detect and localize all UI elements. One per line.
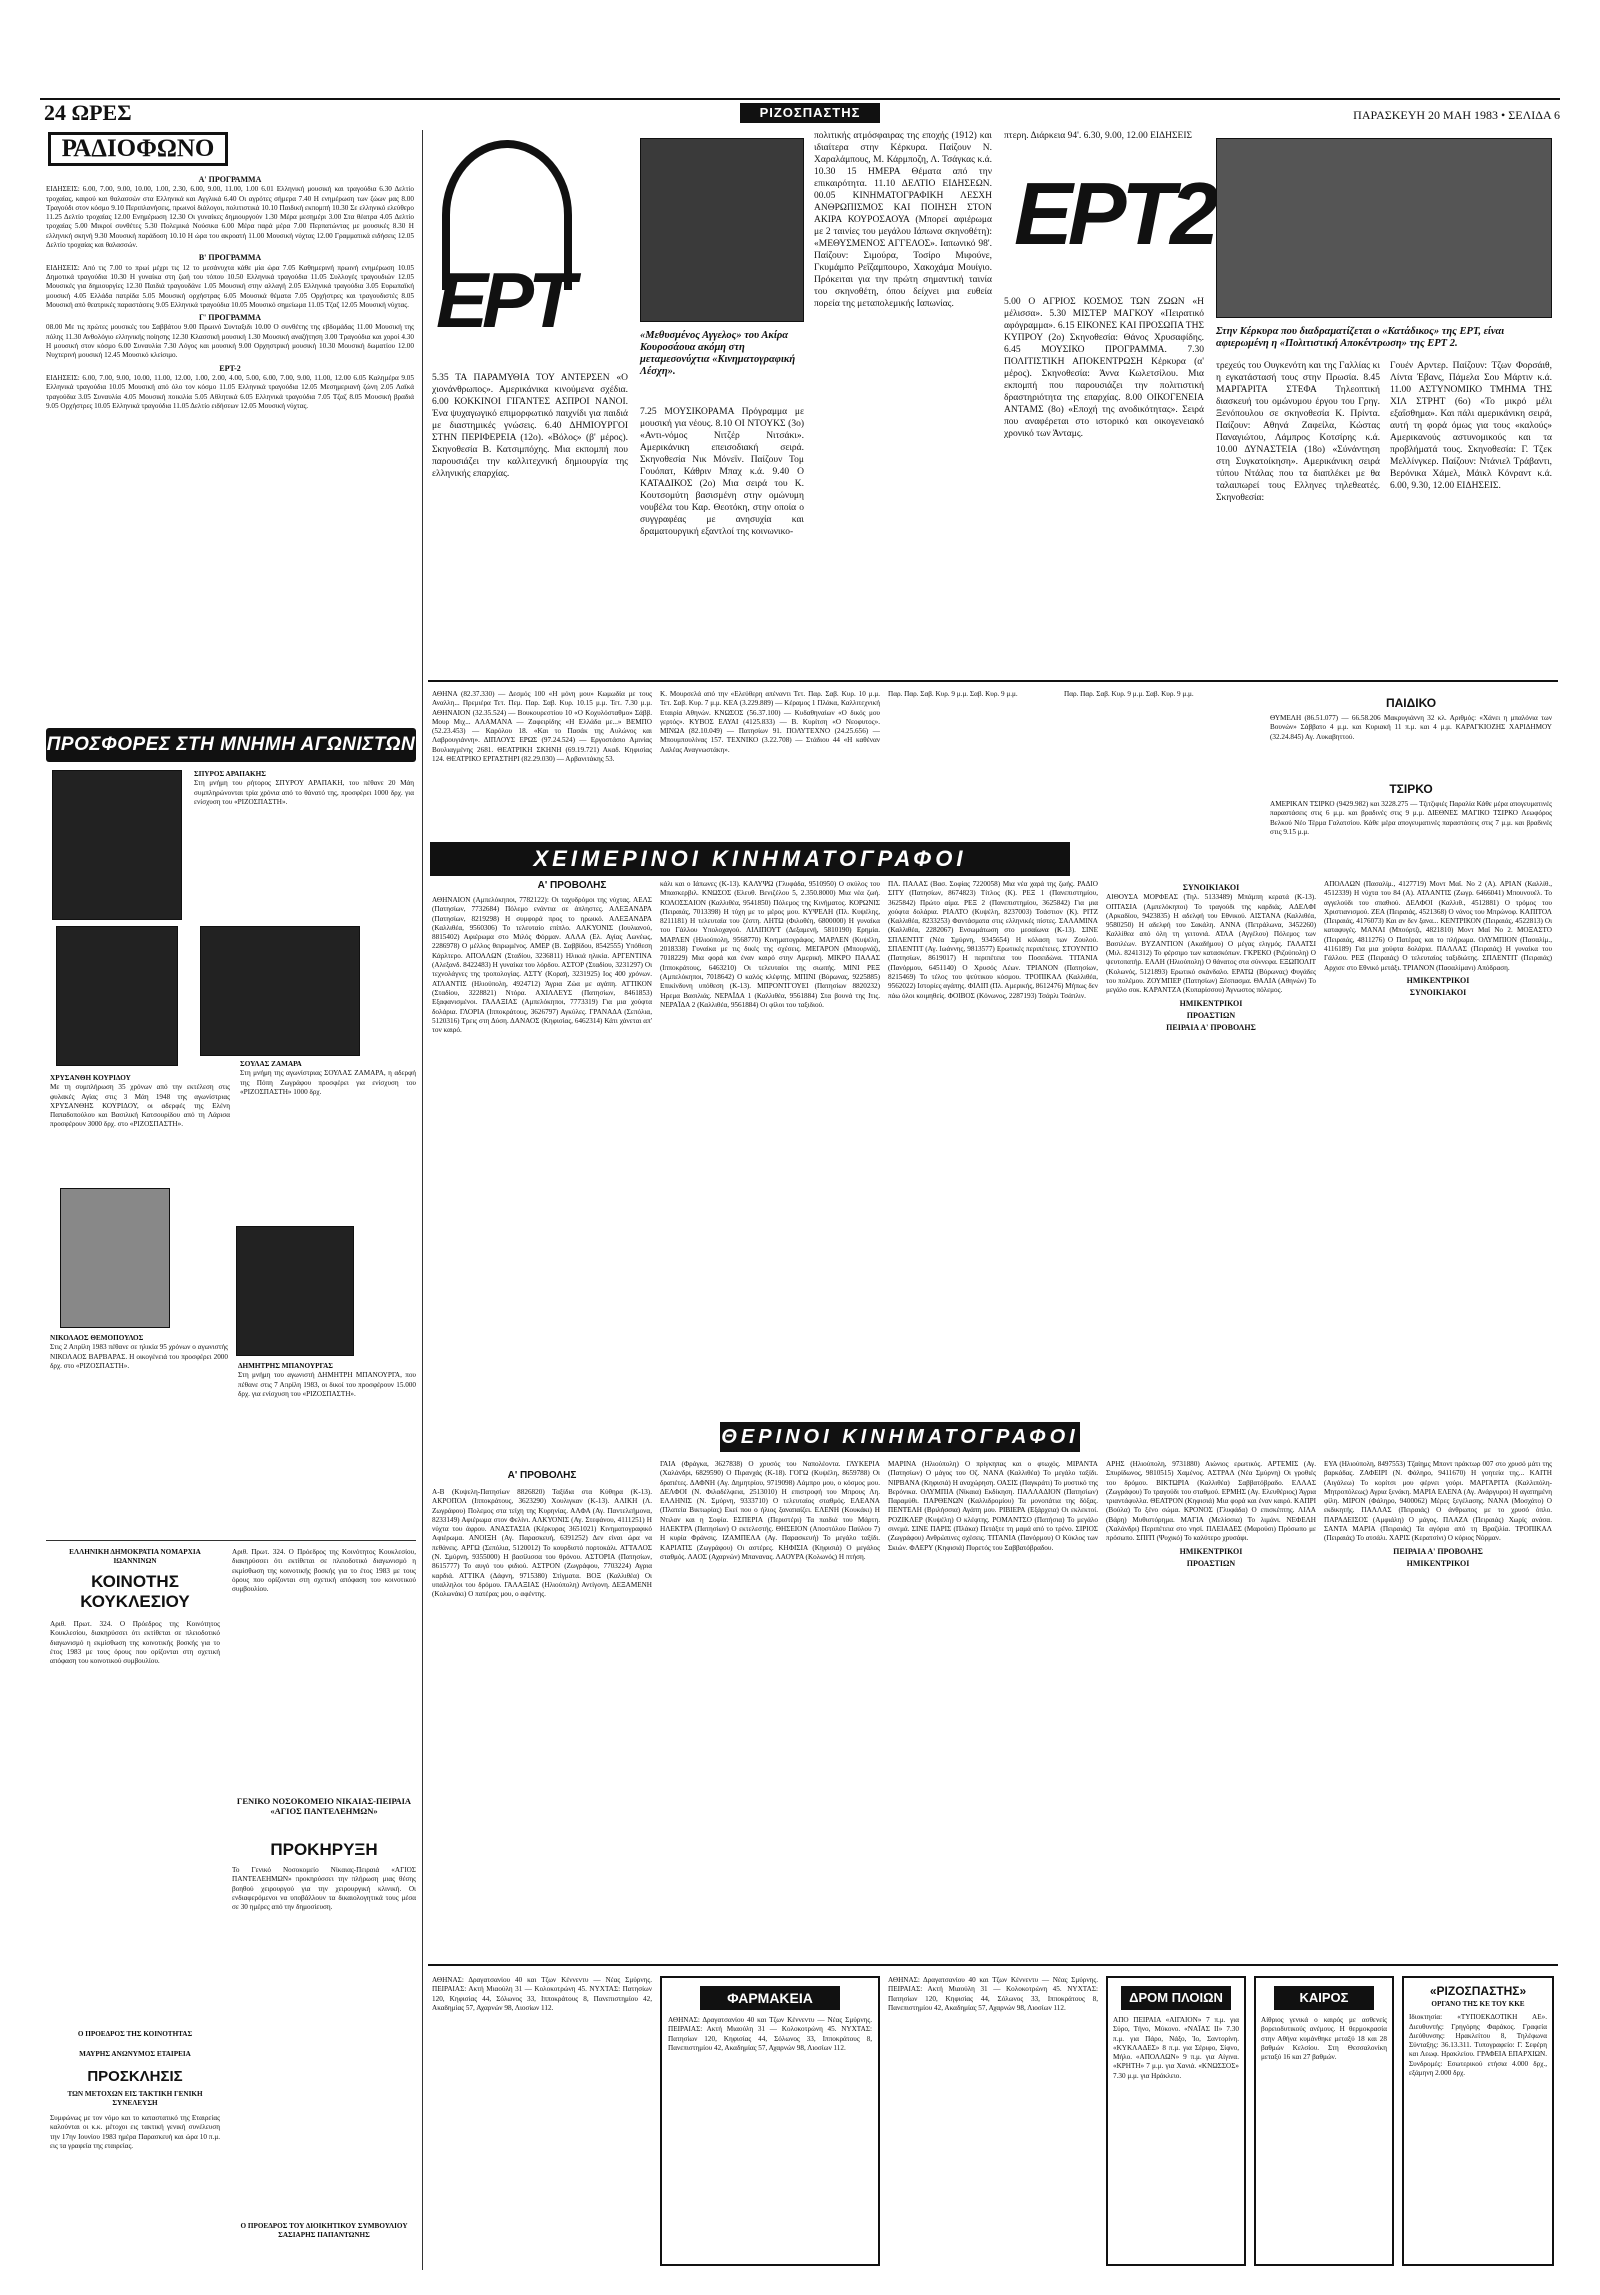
- hospital-head: ΓΕΝΙΚΟ ΝΟΣΟΚΟΜΕΙΟ ΝΙΚΑΙΑΣ-ΠΕΙΡΑΙΑ «ΑΓΙΟΣ ΠΑΝΤΕΛΕΗΜΩΝ»: [236, 1796, 412, 1816]
- ert2-listings-b: τρεχεύς του Ουγκενότη και της Γαλλίας κι η εγκατάστασή τους στην Πρωσία. 8.45 ΜΑΡΓΑΡΙΤΑ ΣΤΕΦΑ Τηλεοπτική διασκευή του ομώνυμου έργου του Γρηγ. Ξενόπουλου σε σκηνοθεσία Κ. Πρίντα. Παίζουν: Αθηνά Ζαφείλα, Κώστας Παναγιώτου, Λάμπρος Κοτσίρης κ.ά. 10.00 ΔΥΝΑΣΤΕΙΑ (18ο) «Σύνάντηση στη Συγκατοίκηση». Αμερικάνικη σειρά τύπου Ντάλας που τα διαπλέκει με θα ταλαιπωρεί τους Ελληνες τηλεθεατές. Σκηνοθεσία:: [1216, 361, 1380, 503]
- theater-col-3: Παρ. Παρ. Σαβ. Κυρ. 9 μ.μ. Σαβ. Κυρ. 9 μ.μ.: [888, 690, 1018, 698]
- winter-cinemas-col-2: κάλι και ο Ιάπωνες (Κ-13). ΚΑΛΥΨΩ (Γλυφάδα, 9510950) Ο σκύλος του Μπασκερβιλ. ΚΝΩΣΟΣ (Ελευθ. Βενιζέλου 5, 2.350.8000) Μια νέα ζωή. ΚΟΛΟΣΣΑΙΟΝ (Καλλιθέα, 9541850) Πόλεμος της Κινήματος. ΚΟΡΩΝΙΣ (Πειραιάς, 7013398) Η τύχη με το μέρος μου. ΚΥΨΕΛΗ (Πλ. Κυψέλης, 8211181) Η τελευταία του ζέστη. ΛΗΤΩ (Φιλοθέη, 6800000) Η γυναίκα του Γάλλου Υπολοχαγού. ΛΙΛΙΠΟΥΤ (Δεξαμενή, 5810190) Ερημία. ΜΑΡΛΕΝ (Ηλιούπολη, 9568770) Κινηματογράφος. ΜΑΡΛΕΝ (Κυψέλη, 2018338) Γυναίκα με τις δικές της σχέσεις. ΜΕΓΑΡΟΝ (Μπουρνάζι, 7018229) Μια φορά και έναν καιρό στην Αμερική. ΜΙΚΡΟ ΠΑΛΑΣ (Ιπποκράτους, 6463210) Οι τελευταίοι της σιωπής. ΜΙΝΙ ΡΕΞ (Αμπελόκηποι, 7018642) Ο καλός κλέφτης. ΜΠΙΝΙ (Βύρωνας, 9225885) Επικίνδυνη υπόθεση (Κ-13). ΜΠΡΟΝΤΓΟΥΕΙ (Πατησίων 8820232) Ήρεμα Βασιλιάς. ΝΕΡΑΪΔΑ 1 (Καλλιθέα, 9561884) Στα βουνά της Ιτις. ΝΕΡΑΪΔΑ 2 (Καλλιθέα, 9561884) Οι φίλοι του ταξιδιού.: [660, 880, 880, 1009]
- summer-semi-head: ΗΜΙΚΕΝΤΡΙΚΟΙ: [1179, 1546, 1243, 1556]
- weather-text: Αίθριος γενικά ο καιρός με ασθενείς βορειοδυτικούς ανέμους. Η θερμοκρασία στην Αθήνα κυμάνθηκε μεταξύ 18 και 28 βαθμών Κελσίου. Στη Θεσσαλονίκη μεταξύ 16 και 27 βαθμών.: [1261, 2016, 1387, 2062]
- ert-listings-a: 5.35 ΤΑ ΠΑΡΑΜΥΘΙΑ ΤΟΥ ΑΝΤΕΡΣΕΝ «Ο χιονάνθρωπος». Αμερικάνικα κινούμενα σχέδια. 6.00 ΚΟΚΚΙΝΟΙ ΓΙΓΑΝΤΕΣ ΑΣΠΡΟΙ ΝΑΝΟΙ. Ένα ψυχαγωγικό επιμορφωτικό παιχνίδι για παιδιά με διαστημικές γνώσεις. 6.40 ΔΗΜΙΟΥΡΓΟΙ ΣΤΗΝ ΠΕΡΙΦΕΡΕΙΑ (12ο). «Βόλος» (β' μέρος). Σκηνοθεσία Β. Κατσιμπόχης. Μια εκπομπή που παρουσιάζει την καλλιτεχνική δημιουργία της ελληνικής επαρχίας.: [432, 373, 628, 479]
- ert2-listings-c: Γουέν Αρντερ. Παίζουν: Τζων Φορσάιθ, Λίντα Έβανς, Πάμελα Σου Μάρτιν κ.ά. 11.00 ΑΣΤΥΝΟΜΙΚΟ ΤΜΗΜΑ ΤΗΣ ΧΙΛ ΣΤΡΗΤ (6ο) «Το μικρό μέλι εξαΐσθημα». Και πάλι αμερικάνικη σειρά, αυτή τη φορά όμως για τους «καλούς» Αμερικανούς αστυνομικούς και τα προβλήματά τους. Σκηνοθεσία: Γ. Τζεκ Μελλίνγκερ. Παίζουν: Ντάνιελ Τράβαντι, Βερόνικα Χάμελ, Μάικλ Κόνραντ κ.ά. 6.00, 9.30, 12.00 ΕΙΔΗΣΕΙΣ.: [1390, 361, 1552, 491]
- pharmacy-title: ΦΑΡΜΑΚΕΙΑ: [700, 1986, 840, 2010]
- memorial-entry-4-name: ΝΙΚΟΛΑΟΣ ΘΕΜΟΠΟΥΛΟΣ: [50, 1334, 144, 1342]
- ship-routes-box: [1106, 1976, 1246, 2266]
- theater-col-2: Κ. Μουρσελά από την «Ελεύθερη απέναντι Τετ. Παρ. Σαβ. Κυρ. 10 μ.μ. Τετ. Σαβ. Κυρ. 7 μ.μ. ΚΕΑ (3.229.889) — Κέραμος 1 Πλάκα, Καλλιτεχνική Εταιρία Αθηνών. ΚΝΩΣΟΣ (56.37.100) — Κυδαθηναίων «Ο δικός μου γερτός». ΚΥΒΟΣ ΕΛΥΑΙ (4125.833) — Β. Κυρίτση «Ο Νεοφυτος». ΜΙΝΩΑ (82.10.049) — Πατησίων 91. ΠΟΛΥΤΕΧΝΟ (24.25.656) — Μπουμπουλίνας 157. ΤΕΧΝΙΚΟ (3.22.708) — Στάδιου 44 «Η καθέναν Λαλέας Αναγνωστάκη».: [660, 690, 880, 754]
- kids-theater-head: ΠΑΙΔΙΚΟ: [1385, 696, 1437, 710]
- company-name: ΜΑΥΡΗΣ ΑΝΩΝΥΜΟΣ ΕΤΑΙΡΕΙΑ: [79, 2050, 191, 2058]
- weather-title: ΚΑΙΡΟΣ: [1274, 1986, 1374, 2010]
- winter-piraeus-head: ΠΕΙΡΑΙΑ Α' ΠΡΟΒΟΛΗΣ: [1166, 1023, 1256, 1033]
- notice-separator: [46, 1540, 416, 1541]
- ert2-listings-a: 5.00 Ο ΑΓΡΙΟΣ ΚΟΣΜΟΣ ΤΩΝ ΖΩΩΝ «Η μέλισσα». 5.30 ΜΙΣΤΕΡ ΜΑΓΚΟΥ «Πειρατικό αφόγραμμα». 6.15 ΕΙΚΟΝΕΣ ΚΑΙ ΠΡΟΣΩΠΑ ΤΗΣ ΚΥΠΡΟΥ (2ο) Σκηνοθεσία: Θάνος Χρυσαφίδης. 6.45 ΜΟΥΣΙΚΟ ΠΡΟΓΡΑΜΜΑ. 7.30 ΠΟΛΙΤΙΣΤΙΚΗ ΑΠΟΚΕΝΤΡΩΣΗ Κέρκυρα (α' μέρος). Σκηνοθεσία: Άννα Κωλετσίλου. Μια εκπομπή που παρουσιάζει την πολιτιστική δραστηριότητα της επαρχίας. 8.00 ΟΙΚΟΓΕΝΕΙΑ ΑΝΤΑΜΣ (8ο) «Εποχή της ανοδικότητας». Σειρά που αναφέρεται στο ιστορικό και οικογενειακό χρονικό των Άνταμς.: [1004, 297, 1204, 439]
- kerkyra-photo: [1216, 138, 1552, 318]
- memorial-entry-5: [238, 1362, 416, 1532]
- radio-ert2-text: ΕΙΔΗΣΕΙΣ: 6.00, 7.00, 9.00, 10.00, 11.00, 12.00, 1.00, 2.00, 4.00, 5.00, 6.00, 7.00, 9.00, 11.00, 12.00 6.05 Καλημέρα 9.05 Ελληνικά τραγούδια 10.05 Μουσική από όλο τον κόσμο 11.05 Ελληνικά τραγούδια 12.05 Μεσημεριανή ζώνη 2.05 Λαϊκά τραγούδια 3.05 Συναυλία 4.05 Μουσική ποικιλία 5.05 Αθλητικά 6.05 Ελληνικά τραγούδια 7.05 Τζαζ 8.05 Μουσική βραδιά 9.05 Ορχήστρες 10.05 Ελληνικά τραγούδια 11.05 Δελτίο ειδήσεων 12.05 Μουσική νύχτας.: [46, 373, 414, 410]
- hospital-signature: Ο ΠΡΟΕΔΡΟΣ ΤΟΥ ΔΙΟΙΚΗΤΙΚΟΥ ΣΥΜΒΟΥΛΙΟΥ ΣΑΣΙΑΡΗΣ ΠΑΠΑΝΤΩΝΗΣ: [240, 2222, 408, 2240]
- memorial-entry-3-name: ΣΟΥΛΑΣ ΖΑΜΑΡΑ: [240, 1060, 302, 1068]
- masthead-subtitle: ΟΡΓΑΝΟ ΤΗΣ ΚΕ ΤΟΥ ΚΚΕ: [1431, 2000, 1525, 2008]
- winter-col5-semi-head: ΗΜΙΚΕΝΤΡΙΚΟΙ: [1406, 975, 1470, 985]
- bottom-boxes-rule: [428, 1964, 1558, 1966]
- theater-col-4-text: Παρ. Παρ. Σαβ. Κυρ. 9 μ.μ. Σαβ. Κυρ. 9 μ.μ.: [1064, 690, 1194, 698]
- winter-cinemas-col-4: [1106, 880, 1316, 1416]
- radio-program1-head: Α' ΠΡΟΓΡΑΜΜΑ: [198, 175, 262, 184]
- memorial-entry-2-text: Με τη συμπλήρωση 35 χρόνων από την εκτέλεση στις φυλακές Αγίας στις 3 Μάη 1948 της αγωνίστριας ΧΡΥΣΑΝΘΗΣ ΚΟΥΡΙΔΟΥ, οι αδερφές της Ελένη Παπαδοπούλου και Βασιλική Κατσουρίδου από τη Λάρισα προσφέρουν 3000 δρχ. στο «ΡΙΖΟΣΠΑΣΤΗ».: [50, 1083, 230, 1129]
- invite-title: ΠΡΟΣΚΛΗΣΙΣ: [87, 2068, 183, 2085]
- winter-col5-suburbs-head: ΣΥΝΟΙΚΙΑΚΟΙ: [1409, 988, 1467, 998]
- summer-cinemas-col-4: [1106, 1460, 1316, 1960]
- memorial-entry-5-text: Στη μνήμη του αγωνιστή ΔΗΜΗΤΡΗ ΜΠΑΝΟΥΡΓΑ, που πέθανε στις 7 Απρίλη 1983, οι δικοί του προσφέρουν 15.000 δρχ. για ενίσχυση του «ΡΙΖΟΣΠΑΣΤΗ».: [238, 1371, 416, 1398]
- winter-cinemas-col-1: ΑΘΗΝΑΙΟΝ (Αμπελόκηποι, 7782122): Οι ταχυδρόμοι της νύχτας. ΑΕΛΣ (Πατησίων, 7732684) Πόλεμο ενάντια σε άπληστες. ΑΛΕΞΑΝΔΡΑ (Πατησίων, 8219298) Η συμφορά προς το ηρωικό. ΑΛΕΞΑΝΔΡΑ (Καλλιθέα, 9560306) Το τελευταίο επίπλο. ΑΛΚΥΟΝΙΣ (Ιουλιανού, 8815402) Αφιέρωμα στο Μιλός Φόρμαν. ΑΛΛΑ (Ελ. Αγίας Λωνέως, 2286978) Ο μέλλος θειρωμένος. ΑΜΕΡ (Β. Σαββίδου, 8542555) Υπόθεση Κάρλτερο. ΑΠΟΛΛΩΝ (Σταδίου, 3236811) Ηλικιά ηλικία. ΑΡΓΕΝΤΙΝΑ (Αλεξανδ. 8422483) Η γυναίκα του λόρδου. ΑΣΤΟΡ (Σταδίου, 3231297) Οι τεχνολάγνες της τροπολογίας. ΑΣΤΥ (Κοραή, 3231925) Ιος 400 χρόνων. ΑΤΛΑΝΤΙΣ (Ηλιούπολη, 4924712) Άγρια Ζώα με αγάπη. ΑΤΤΙΚΟΝ (Σταδίου, 3228821) Ντόρα. ΑΧΙΛΛΕΥΣ (Πατησίων, 8461853) Εξαφανισμένοι. ΓΑΛΑΞΙΑΣ (Αμπελόκηποι, 7773319) Για μια χούφτα δολάρια. ΓΛΟΡΙΑ (Ιπποκράτους, 3626797) Αγκύλες. ΓΡΑΝΑΔΑ (Σεπόλια, 5120316) Τρεις στη Δύση. ΔΑΝΑΟΣ (Κηφισίας, 6462314) Κάτι χάνεται απ' τον καιρό.: [432, 896, 652, 1035]
- weather-box: [1254, 1976, 1394, 2266]
- ert2-logo-block: [1004, 160, 1215, 290]
- portrait-photo-4: [60, 1188, 170, 1328]
- memorial-entry-4: [50, 1334, 228, 1534]
- portrait-photo-3: [200, 926, 360, 1056]
- hospital-announcement-title: ΠΡΟΚΗΡΥΞΗ: [270, 1840, 378, 1859]
- memorial-entry-2: [50, 1074, 230, 1184]
- winter-first-run-head: Α' ΠΡΟΒΟΛΗΣ: [537, 880, 607, 891]
- memorial-entry-1: [194, 770, 414, 920]
- notice-title: ΚΟΙΝΟΤΗΣ ΚΟΥΚΛΕΣΙΟΥ: [80, 1572, 190, 1611]
- portrait-photo-5: [236, 1226, 354, 1356]
- summer-cinemas-banner: ΘΕΡΙΝΟΙ ΚΙΝΗΜΑΤΟΓΡΑΦΟΙ: [720, 1422, 1080, 1452]
- pharmacy-box: [660, 1976, 880, 2266]
- invite-text: Συμφώνως με τον νόμο και το καταστατικό της Εταιρείας καλούνται οι κ.κ. μέτοχοι εις τακτική γενική συνέλευση την 17ην Ιουνίου 1983 ημέρα Παρασκευή και ώρα 10 π.μ. εις τα γραφεία της εταιρείας.: [50, 2114, 220, 2150]
- summer-cinemas-col-4-text: ΑΡΗΣ (Ηλιούπολη, 9731880) Αιώνιος ερωτικός. ΑΡΤΕΜΙΣ (Αγ. Σπυρίδωνος, 9810515) Χαμένος. ΑΣΤΡΑΛ (Νέα Σμύρνη) Οι γροθιές του δρόμου. ΒΙΚΤΩΡΙΑ (Καλλιθέα) Σαββατόβραδο. ΕΛΛΑΣ (Ζωγράφου) Το τραγούδι του σταθμού. ΕΡΜΗΣ (Αγ. Ελευθέριος) Άγρια τριαντάφυλλα. ΘΕΑΤΡΟΝ (Κηφισιά) Μια φορά και έναν καιρό. ΚΑΠΡΙ (Βούλα) Το ξένο σώμα. ΚΡΟΝΟΣ (Γλυφάδα) Ο επισκέπτης. ΛΙΛΑ (Βάρη) Μυθιστόρημα. ΜΑΓΙΑ (Μελίσσια) Το λιμάνι. ΝΕΦΕΛΗ (Χαλάνδρι) Περιπέτεια στο νησί. ΠΛΕΙΑΔΕΣ (Μαρούσι) Πρόσωπο με πρόσωπο. ΣΠΙΤΙ (Ψυχικό) Το καλύτερο χρυσάφι.: [1106, 1460, 1316, 1543]
- winter-cinemas-col-5-text: ΑΠΟΛΛΩΝ (Πασαλίμ., 4127719) Μοντ Μαΐ. Νο 2 (Α). ΑΡΙΑΝ (Καλλίθ., 4512339) Η νύχτα του 84 (Α). ΑΤΛΑΝΤΙΣ (Ζωγρ. 6466041) Μπουνουέλ. Το αγγελούδι του σπαθιού. ΔΕΛΦΟΙ (Καλλιθ., 4512881) Ο τρόμος του Χριστιανισμού. ΖΕΑ (Πειραιάς, 4521368) Ο νάνος του Μπρώνοφ. ΚΑΠΙΤΟΛ (Πειραιάς, 4176073) Και αν δεν ξανα... ΚΕΝΤΡΙΚΟΝ (Πειραιάς, 4522813) Οι καταφυγές. ΜΑΝΑΙ (Μπούρτζι, 4821810) Μοντ Μαΐ Νο 2. ΜΟΞΑΣΤΟ (Πειραιάς, 4811276) Ο Πατέρας και το πλήρωμα. ΟΛΥΜΠΙΟΝ (Πασαλίμ., 4116189) Για μια χούφτα δολάρια. ΠΑΛΛΑΣ (Πειραιάς) Η γυναίκα του Γάλλου. ΡΕΞ (Πειραιάς) Ο τελευταίος ταξιδιώτης. ΣΠΛΕΝΤΙΤ (Πειραιάς) Αρχισε στο Εθνικό μετάξι. ΤΡΙΑΝΟΝ (Πασαλίμανι) Απόδραση.: [1324, 880, 1552, 972]
- ship-routes-title: ΔΡΟΜ ΠΛΟΙΩΝ: [1121, 1986, 1231, 2010]
- radio-title: ΡΑΔΙΟΦΩΝΟ: [48, 132, 228, 166]
- masthead-title: «ΡΙΖΟΣΠΑΣΤΗΣ»: [1429, 1984, 1527, 1998]
- radio-program2-text: ΕΙΔΗΣΕΙΣ: Από τις 7.00 το πρωί μέχρι τις 12 το μεσάνυχτα κάθε μία ώρα 7.05 Καθημερινή πρωινή ενημέρωση 10.05 Δημοτικά τραγούδια 10.30 Η γυναίκα στη ζωή του τόπου 10.50 Ελληνικά τραγούδια 11.05 Συλλογές τραγουδιών 12.05 Μουσικές για δημιουργίες 12.30 Παιδιά τραγουδάνε 1.05 Μουσική στην αλλαγή 2.05 Ελληνικά τραγούδια 3.05 Ευρωπαϊκή μουσική 4.05 Ελλάδα πατρίδα 5.05 Μουσική ορχήστρας 6.05 Μουσικά θέματα 7.05 Ορχήστρες και τραγουδιστές 8.05 Μουσική από θεατρικές παραστάσεις 9.05 Ελληνικά τραγούδια 10.05 Μουσικό σημείωμα 11.05 Τζαζ 12.05 Μουσική νύχτας.: [46, 263, 414, 309]
- radio-listings: [46, 172, 414, 732]
- radio-program3-text: 08.00 Με τις πρώτες μουσικές του Σαββάτου 9.00 Πρωινό Συνταξιδι 10.00 Ο συνθέτης της εβδομάδας 11.00 Μουσική της πόλης 11.30 Ανθολόγιο ελληνικής ποίησης 12.30 Κλασσική μουσική 1.30 Μουσική αναζήτηση 3.00 Τραγούδια και χοροί 4.30 Η μουσική στον κόσμο 6.00 Συναυλία 7.30 Λόγος και μουσική 9.00 Ορχηστρική μουσική 10.30 Μουσική δωματίου 12.00 Νυχτερινή μουσική 12.45 Μουσικό κλείσιμο.: [46, 323, 414, 360]
- ert-listings-c: πολιτικής ατμόσφαιρας της εποχής (1912) και ιδιαίτερα στην Κέρκυρα. Παίζουν Ν. Χαραλάμπους, Μ. Κάρμποζη, Λ. Τσάγκας κ.ά. 10.30 15 ΗΜΕΡΑ Θέματα από την επικαιρότητα. 11.10 ΔΕΛΤΙΟ ΕΙΔΗΣΕΩΝ. 00.05 ΚΙΝΗΜΑΤΟΓΡΑΦΙΚΗ ΛΕΣΧΗ ΑΝΘΡΩΠΙΣΜΟΣ ΚΑΙ ΠΟΙΗΣΗ ΣΤΟΝ ΑΚΙΡΑ ΚΟΥΡΟΣΑΟΥΑ (Μπορεί αφιέρωμα με 2 ταινίες του μεγάλου Ιάπωνα σκηνοθέτη): «ΜΕΘΥΣΜΕΝΟΣ ΑΓΓΕΛΟΣ». Ιαπωνικό 98'. Παίζουν: Σιμούρα, Τοσίρο Μιφούνε, Γκυμάμπο Ρεΐζαμπουρο, Χακοχάμα Μουίγιο. Πρόκειται για την πρώτη σημαντική ταινία του σκηνοθέτη, όπου δείχνει μια ευθεία πορεία της μεταπολεμικής Ιαπωνίας.: [814, 131, 992, 309]
- ert-logo-text: ΕΡΤ: [436, 256, 570, 344]
- memorial-entry-1-text: Στη μνήμη του ρήτορος ΣΠΥΡΟΥ ΑΡΑΠΑΚΗ, του πέθανε 20 Μάη συμπληρώνονται τρία χρόνια από το θάνατό της, προσφέρει 1000 δρχ. για ενίσχυση του «ΡΙΖΟΣΠΑΣΤΗ».: [194, 779, 414, 806]
- header-rule: [40, 98, 1560, 100]
- memorial-entry-3: [240, 1060, 416, 1220]
- masthead-box: [1402, 1976, 1554, 2266]
- ert2-photo-caption: Στην Κέρκυρα που διαδραματίζεται ο «Κατάδικος» της ΕΡΤ, είναι αφιερωμένη η «Πολιτιστική Αποκέντρωση» της ΕΡΤ 2.: [1216, 326, 1505, 349]
- paper-name: ΡΙΖΟΣΠΑΣΤΗΣ: [740, 103, 880, 123]
- summer-cinemas-col-2: ΓΑΙΑ (Φράγκα, 3627838) Ο χρυσός του Ναπολέοντα. ΓΛΥΚΕΡΙΑ (Χαλάνδρι, 6829590) Ο Πιρανχάς (Κ-18). ΓΟΓΩ (Κυψέλη, 8659788) Οι δραπέτες. ΔΑΦΝΗ (Αγ. Δημητρίου, 9719098) Λάμπρο μου, ο κόσμος μου. ΔΕΛΦΟΙ (Ν. Φιλαδέλφεια, 2513010) Η επιστροφή του Μπρους Λη. ΕΛΛΗΝΙΣ (Ν. Σμύρνη, 9333710) Ο τελευταίος σταθμός. ΕΛΕΑΝΑ (Πλατεία Βικτωρίας) Εκεί που ο ήλιος ξαναπαίζει. ΕΛΕΝΗ (Κουκάκι) Η Ντιλαν και η Σοφία. ΕΣΠΕΡΙΑ (Περιστέρι) Τα παιδιά του Μάρτη. ΗΛΕΚΤΡΑ (Πατησίων) Ο εκτελεστής. ΘΗΣΕΙΟΝ (Αποστόλου Παύλου 7) Η κυρία Φράνσις. ΙΖΑΜΠΕΛΑ (Αγ. Παρασκευή) Το μεγάλο ταξίδι. ΚΑΡΙΑΤΙΣ (Ζωγράφου) Οι αστέρες. ΚΗΦΙΣΙΑ (Κηφισιά) Ο μεγάλος σταθμός. ΛΑΟΣ (Αχαρνών) Μπανανας. ΛΑΟΥΡΑ (Κολωνός) Η πτήση.: [660, 1460, 880, 1561]
- winter-outer-head: ΠΡΟΑΣΤΙΩΝ: [1186, 1010, 1236, 1020]
- page-number: 24 ΩΡΕΣ: [44, 100, 132, 125]
- ert-listings-d: πτερη. Διάρκεια 94'. 6.30, 9.00, 12.00 ΕΙΔΗΣΕΙΣ: [1004, 131, 1193, 141]
- ert-photo-caption: «Μεθυσμένος Αγγελος» του Ακίρα Κουροσάουα ακόμη στη μεταμεσονύχτια «Κινηματογραφική Λέσχη».: [640, 330, 796, 377]
- summer-col5-semi-head: ΗΜΙΚΕΝΤΡΙΚΟΙ: [1406, 1558, 1470, 1568]
- bottom-col-3: ΑΘΗΝΑΣ: Δραγατσανίου 40 και Τζων Κέννεντυ — Νέας Σμύρνης. ΠΕΙΡΑΙΑΣ: Ακτή Μιαούλη 31 — Κολοκοτρώνη 45. ΝΥΧΤΑΣ: Πατησίων 120, Κηφισίας 44, Σόλωνος 33, Ιπποκράτους 8, Πανεπιστημίου 42, Ακαδημίας 57, Αχαρνών 98, Λιοσίων 112.: [888, 1976, 1098, 2012]
- circus-text: ΑΜΕΡΙΚΑΝ ΤΣΙΡΚΟ (9429.982) και 3228.275 — Τζιτζιφιές Παραλία Κάθε μέρα απογευματινές παραστάσεις στις 6 μ.μ. και βραδινές στις 9 μ.μ. ΔΙΕΘΝΕΣ ΜΑΓΙΚΟ ΤΣΙΡΚΟ Λεωφόρος Βελκού Νέο Τέρμα Γαλατσίου. Κάθε μέρα απογευματινές παραστάσεις στις 7 μ.μ. και βραδινές στις 9.15 μ.μ.: [1270, 800, 1552, 836]
- summer-cinemas-col-5: [1324, 1460, 1552, 1960]
- radio-ert2-head: ΕΡΤ-2: [219, 363, 241, 373]
- kids-theater-text: ΘΥΜΕΛΗ (86.51.077) — 66.58.206 Μακρυγιάννη 32 κλ. Αριθμός: «Χάνει η μπαλόνια των Βουνών» Σάββατο 4 μ.μ. και Κυριακή 11 π.μ. και 4 μ.μ. ΚΑΡΑΓΚΙΟΖΗΣ ΧΑΡΙΔΗΜΟΥ (32.24.845) Αγ. Λυκαβηττού.: [1270, 714, 1552, 741]
- memorial-entry-3-text: Στη μνήμη της αγωνίστριας ΣΟΥΛΑΣ ΖΑΜΑΡΑ, η αδερφή της Πόπη Ζωγράφου προσφέρει για ενίσχυση του «ΡΙΖΟΣΠΑΣΤΗ» 1000 δρχ.: [240, 1069, 416, 1096]
- memorial-banner: [46, 728, 416, 762]
- portrait-photo-2: [56, 926, 178, 1066]
- bottom-col-1: ΑΘΗΝΑΣ: Δραγατσανίου 40 και Τζων Κέννεντυ — Νέας Σμύρνης. ΠΕΙΡΑΙΑΣ: Ακτή Μιαούλη 31 — Κολοκοτρώνη 45. ΝΥΧΤΑΣ: Πατησίων 120, Κηφισίας 44, Σόλωνος 33, Ιπποκράτους 8, Πανεπιστημίου 42, Ακαδημίας 57, Αχαρνών 98, Λιοσίων 112.: [432, 1976, 652, 2012]
- notice-text-continued: [232, 1548, 416, 1788]
- summer-cinemas-col-1: Α-Β (Κυψελη-Πατησίων 8826820) Ταξίδια στα Κύθηρα (Κ-13). ΑΚΡΟΠΟΛ (Ιπποκράτους, 3623290) Χουλιγκαν (Κ-13). ΑΛΙΚΗ (Λ. Ζωγράφου) Πολεμος στα τείχη της Κυρηνίας. ΑΛΦΑ (Αγ. Παντελεήμονα, 8233149) Αφιέρωμα στον Φελίνι. ΑΛΚΥΟΝΙΣ (Αγ. Στεφάνου, 4111251) Η νύχτα του άφρου. ΑΝΑΣΤΑΣΙΑ (Κέρκυρας 3651021) Κινηματογραφικό Αφιέρωμα. ΑΝΟΙΞΗ (Αγ. Παρασκευή, 6391252) Δεν είναι ώρα να πεθάνεις. ΑΡΓΩ (Σεπόλια, 5120012) Το κουρδιστό πορτοκάλι. ΑΤΤΑΛΟΣ (Ν. Σμύρνη, 9355000) Η βασίλισσα του θρόνου. ΑΣΤΟΡΙΑ (Πατησίων, 8615777) Το αυγό του φιδιού. ΑΣΤΡΟΝ (Ζωγράφου, 7703224) Αγρια καρδιά. ΑΤΤΙΚΑ (Δάφνη, 9715380) Στίγματα. ΒΟΞ (Καλλιθέα) Οι υπαλληλοι του δρόμου. ΓΑΛΑΞΙΑΣ (Ηλιούπολη) Αντίγονη. ΔΕΞΑΜΕΝΗ (Κολωνάκι) Ο πατέρας μου, ο αφέντης.: [432, 1488, 652, 1599]
- circus-head: ΤΣΙΡΚΟ: [1389, 782, 1433, 796]
- ert-logo-block: [432, 140, 632, 370]
- notice-text: Αριθ. Πρωτ. 324. Ο Πρόεδρος της Κοινότητος Κουκλεσίου, διακηρύσσει ότι εκτίθεται σε πλειοδοτικό διαγωνισμό η εκμίσθωση της κοινοτικής βοσκής για το έτος 1983 με τους όρους που ορίζονται στη σχετική απόφαση του κοινοτικού συμβουλίου.: [50, 1620, 220, 1666]
- invite-subtitle: ΤΩΝ ΜΕΤΟΧΩΝ ΕΙΣ ΤΑΚΤΙΚΗ ΓΕΝΙΚΗ ΣΥΝΕΛΕΥΣΗ: [67, 2090, 203, 2108]
- kurosawa-film-still: [640, 138, 804, 322]
- radio-program1-text: ΕΙΔΗΣΕΙΣ: 6.00, 7.00, 9.00, 10.00, 1.00, 2.30, 6.00, 9.00, 11.00, 1.00 6.01 Ελληνική μουσική και τραγούδια 6.30 Δελτίο τροχαίας, καιρού και θαλασσών στα Ελληνικά και Αγγλικά 6.40 Οι αγρότες σήμερα 7.40 Η ενημέρωση των ζώων μας 8.00 Τραγούδι στον κόσμο 9.10 Περιπλανήσεις, πρωινοί διάλογοι, πολιτιστικά 10.10 Παιδική εκπομπή 10.30 Σε ελληνικό ελεύθερο 11.25 Δελτίο τροχαίας 12.00 Ενημέρωση 12.30 Οι γυναίκες δημιουργούν 1.30 Μέρα μεσημέρι 3.00 Στα θέατρα 4.05 Δελτίο τροχαίας 5.00 Μικροί συνθέτες 5.30 Πολεμικά Νούσικα 6.00 Μέρα παρά μέρα 7.00 Περπατώντας με μουσικές 8.30 Η ελληνική σκηνή 9.30 Μουσική παράδοση 10.10 Η ώρα του ακροατή 11.00 Μουσική νύχτας 12.00 Γραμματικά ειδήσεις 12.05 Δελτίο τροχαίας και θαλασσών.: [46, 185, 414, 250]
- radio-program3-head: Γ' ΠΡΟΓΡΑΜΜΑ: [198, 313, 262, 323]
- summer-cinemas-col-5-text: ΕΥΑ (Ηλιούπολη, 8497553) Τζαίημς Μποντ πράκτωρ 007 στο χρυσό μάτι της βαρκάδας. ΖΑΦΕΙΡΙ (Ν. Φάληρο, 9411670) Η γοητεία της... ΚΑΙΤΗ (Αιγάλεω) Το κορίτσι μου φέρνει γούρι. ΜΑΡΓΑΡΙΤΑ (Καλλιπόλη-Μητροπόλεως) Αγρια ξενάκη. ΜΑΡΙΑ ΕΛΕΝΑ (Αγ. Ανάργυροι) Η αγαπημένη φίλη. ΜΙΡΟΝ (Φάληρο, 9400062) Μέρες ξεγέλασης. ΝΑΝΑ (Μοσχάτο) Ο εκδικητής. ΠΑΛΛΑΣ (Πειραιάς) Ο άνθρωπος με το χρυσό όπλο. ΠΑΡΑΔΕΙΣΟΣ (Αμφιάλη) Ο μάγος. ΠΛΑΖΑ (Πειραιάς) Χωρίς ανάσα. ΣΑΝΤΑ ΜΑΡΙΑ (Πειραιάς) Τα αγόρια από τη Βραζιλία. ΤΡΟΠΙΚΑΛ (Πειραιάς) Το ατσάλι. ΧΑΡΙΣ (Κερατσίνι) Ο κύριος Νόρμαν.: [1324, 1460, 1552, 1543]
- memorial-title: ΠΡΟΣΦΟΡΕΣ ΣΤΗ ΜΝΗΜΗ ΑΓΩΝΙΣΤΩΝ: [46, 734, 416, 755]
- memorial-entry-5-name: ΔΗΜΗΤΡΗΣ ΜΠΑΝΟΥΡΓΑΣ: [238, 1362, 333, 1370]
- tv-bottom-rule: [428, 680, 1558, 682]
- ert2-logo-text: ΕΡΤ2: [1014, 164, 1215, 263]
- memorial-entry-2-name: ΧΡΥΣΑΝΘΗ ΚΟΥΡΙΔΟΥ: [50, 1074, 131, 1082]
- notice-authority: ΕΛΛΗΝΙΚΗ ΔΗΜΟΚΡΑΤΙΑ ΝΟΜΑΡΧΙΑ ΙΩΑΝΝΙΝΩΝ: [69, 1548, 201, 1566]
- column-divider-1: [422, 130, 423, 2270]
- theater-col-4: [1064, 690, 1264, 840]
- hospital-announcement-text: Το Γενικό Νοσοκομείο Νίκαιας-Πειραιά «ΑΓΙΟΣ ΠΑΝΤΕΛΕΗΜΩΝ» προκηρύσσει την πλήρωση μιας θέσης βοηθού χειρουργού για την χειρουργική κλινική. Οι ενδιαφερόμενοι να υποβάλλουν τα δικαιολογητικά τους μέσα σε 30 ημέρες από την δημοσίευση.: [232, 1866, 416, 1912]
- summer-piraeus-head: ΠΕΙΡΑΙΑ Α' ΠΡΟΒΟΛΗΣ: [1393, 1546, 1483, 1556]
- winter-suburbs-head: ΣΥΝΟΙΚΙΑΚΟΙ: [1182, 883, 1240, 892]
- winter-semi-head: ΗΜΙΚΕΝΤΡΙΚΟΙ: [1179, 998, 1243, 1008]
- portrait-photo-1: [52, 770, 182, 920]
- summer-cinemas-col-3: ΜΑΡΙΝΑ (Ηλιούπολη) Ο πρίγκηπας και ο φτωχός. ΜΙΡΑΝΤΑ (Πατησίων) Ο μάγος του Οζ. ΝΑΝΑ (Καλλιθέα) Το μεγάλο ταξίδι. ΝΙΡΒΑΝΑ (Κηφισιά) Η αναχώρηση. ΟΑΣΙΣ (Παγκράτι) Το μυστικό της Βερόνικα. ΟΛΥΜΠΙΑ (Νίκαια) Εκδίκηση. ΠΑΛΛΑΔΙΟΝ (Πατησίων) Παραμύθι. ΠΑΡΘΕΝΩΝ (Καλλιδρομίου) Τα μονοπάτια της δόξας. ΠΕΝΤΕΛΗ (Βριλήσσια) Αγάπη μου. ΡΙΒΙΕΡΑ (Εξάρχεια) Οι εκλεκτοί. ΡΟΖΙΚΛΕΡ (Κυψέλη) Ο κλέφτης. ΡΟΜΑΝΤΣΟ (Πατήσια) Το μεγάλο σινεμά. ΣΙΝΕ ΠΑΡΙΣ (Πλάκα) Πετάξτε τη μαμά από το τρένο. ΣΙΡΙΟΣ (Ζωγράφου) Ανθρώπινες σχέσεις. ΤΙΤΑΝΙΑ (Πανόρμου) Ο Κύκλος των Σκιών. ΦΛΕΡΥ (Κηφισιά) Πυρετός του Σαββατόβραδου.: [888, 1460, 1098, 1552]
- notice-signature: Ο ΠΡΟΕΔΡΟΣ ΤΗΣ ΚΟΙΝΟΤΗΤΑΣ: [77, 2030, 193, 2038]
- memorial-entry-1-name: ΣΠΥΡΟΣ ΑΡΑΠΑΚΗΣ: [194, 770, 266, 778]
- ship-routes-text: ΑΠΟ ΠΕΙΡΑΙΑ «ΑΙΓΑΙΟΝ» 7 π.μ. για Σύρο, Τήνο, Μύκονο. «ΝΑΪΑΣ ΙΙ» 7.30 π.μ. για Πάρο, Νάξο, Ίο, Σαντορίνη. «ΚΥΚΛΑΔΕΣ» 8 π.μ. για Σέριφο, Σίφνο, Μήλο. «ΑΠΟΛΛΩΝ» 9 π.μ. για Αίγινα. «ΚΡΗΤΗ» 7 μ.μ. για Χανιά. «ΚΝΩΣΣΟΣ» 7.30 μ.μ. για Ηράκλειο.: [1113, 2016, 1239, 2080]
- winter-cinemas-col-4-text: ΑΙΘΟΥΣΑ ΜΟΡΦΕΑΣ (Τηλ. 5133489) Μπάμπη κερατά (Κ-13). ΟΠΤΑΣΙΑ (Αμπελόκηποι) Το τραγούδι της καρδιάς. ΑΔΕΛΦΙ (Αρκαδίου, 9423835) Η αδελφή του Εθνικού. ΑΙΣΤΑΝΑ (Καλλιθέα, 9580250) Η αδελφή του Σακάλη. ΑΝΝΑ (Πετράλωνα, 3452260) Καλλίθεα από όλη τη γειτονιά. ΑΤΛΑ (Αγγέλου) Πόλεμος των Βασιλέων. ΒΥΖΑΝΤΙΟΝ (Ακαδήμου) Ο μέγας ελιγμός. ΓΑΛΑΤΣΙ (Μιλ. 8241312) Το φέρσιμο των κατασκόπων. ΓΚΡΕΚΟ (Ριζούπολη) Ο ψευτοπατήρ. ΕΛΛΗ (Ηλιούπολη) Ο θάνατος στα σύννεφα. ΕΞΩΠΟΛΙΤ (Κολωνός, 5121893) Ερωτικό σκάνδαλο. ΕΡΑΤΩ (Βύρωνας) Φυγάδες του πολέμου. ΖΟΥΜΠΕΡ (Πατησίων) Ξέσπασμα. ΘΑΛΙΑ (Αθηνών) Το μεγάλο σοκ. ΚΑΡΑΝΤΖΑ (Κυπαρίσσου) Άγνωστος πόλεμος.: [1106, 893, 1316, 995]
- radio-program2-head: Β' ΠΡΟΓΡΑΜΜΑ: [198, 253, 262, 263]
- winter-cinemas-col-3: ΠΛ. ΠΑΛΑΣ (Βασ. Σοφίας 7220058) Μια νέα χαρά της ζωής. ΡΑΔΙΟ ΣΙΤΥ (Πατησίων, 8674823) Τίτλος (Κ). ΡΕΞ 1 (Πανεπιστημίου, 3625842) Πρώτο αίμα. ΡΕΞ 2 (Πανεπιστημίου, 3625842) Για μια χούφτα δολάρια. ΡΙΑΛΤΟ (Κυψέλη, 8237003) Τσάστιον (Κ). ΡΙΤΖ (Καλλιθέα, 8233253) Φαντάσματα στις ελληνικές πίστες. ΣΑΛΑΜΙΝΑ (Καλλιθέα, 2282067) Ενσωμάτωση στο μεσαίωνα (Κ-13). ΣΙΝΕ ΣΠΛΕΝΤΙΤ (Νέα Σμύρνη, 9345654) Η κόλαση των Ζουλού. ΣΠΛΕΝΤΙΤ (Αγ. Ιωάννης, 9813577) Ερωτικές περιπέτειες. ΣΤΟΥΝΤΙΟ (Πατησίων, 8619017) Η περιπέτεια του Ποσειδώνα. ΤΙΤΑΝΙΑ (Πανόρμου, 6451140) Ο Χρυσός Λέων. ΤΡΙΑΝΟΝ (Πατησίων, 8215469) Το τέλος του ψεύτικου κόσμου. ΤΡΟΠΙΚΑΛ (Καλλιθέα, 9562022) Ιστορίες αγάπης. ΦΙΛΙΠ (Πλ. Αμερικής, 8612476) Μήπως δεν πάω όλοι κοιμηθείς. ΦΟΙΒΟΣ (Κόνωνος, 2287193) Τσάρλι Τσάπλιν.: [888, 880, 1098, 1000]
- summer-first-run-head: Α' ΠΡΟΒΟΛΗΣ: [507, 1470, 577, 1481]
- summer-outer-head: ΠΡΟΑΣΤΙΩΝ: [1186, 1558, 1236, 1568]
- winter-cinemas-banner: ΧΕΙΜΕΡΙΝΟΙ ΚΙΝΗΜΑΤΟΓΡΑΦΟΙ: [430, 842, 1070, 876]
- memorial-entry-4-text: Στις 2 Απρίλη 1983 πέθανε σε ηλικία 95 χρόνων ο αγωνιστής ΝΙΚΟΛΑΟΣ ΒΑΡΒΑΡΑΣ. Η οικογένειά του προσφέρει 2000 δρχ. στο «ΡΙΖΟΣΠΑΣΤΗ».: [50, 1343, 228, 1370]
- issue-date: ΠΑΡΑΣΚΕΥΗ 20 ΜΑΗ 1983 • ΣΕΛΙΔΑ 6: [1353, 108, 1560, 122]
- pharmacy-text: ΑΘΗΝΑΣ: Δραγατσανίου 40 και Τζων Κέννεντυ — Νέας Σμύρνης. ΠΕΙΡΑΙΑΣ: Ακτή Μιαούλη 31 — Κολοκοτρώνη 45. ΝΥΧΤΑΣ: Πατησίων 120, Κηφισίας 44, Σόλωνος 33, Ιπποκράτους 8, Πανεπιστημίου 42, Ακαδημίας 57, Αχαρνών 98, Λιοσίων 112.: [668, 2016, 872, 2052]
- ert-listings-b: 7.25 ΜΟΥΣΙΚΟΡΑΜΑ Πρόγραμμα με μουσική για νέους. 8.10 ΟΙ ΝΤΟΥΚΣ (3ο) «Αντι-νόμος Νιτζέρ Νιτσάκι». Αμερικάνικη επεισοδιακή σειρά. Σκηνοθεσία Νικ Μόνεϊν. Παίζουν Τομ Γουόπατ, Κάθριν Μπαχ κ.ά. 9.40 Ο ΚΑΤΑΔΙΚΟΣ (2ο) Μια σειρά του Κ. Κουτσομύτη βασισμένη στην ομώνυμη νουβέλα του Καρ. Θεοτόκη, στην οποία ο συγγραφέας με ανησυχία και δραματουργική εξαντλοί της κοινωνικο-: [640, 407, 804, 537]
- notice-text-repeat: Αριθ. Πρωτ. 324. Ο Πρόεδρος της Κοινότητος Κουκλεσίου, διακηρύσσει ότι εκτίθεται σε πλειοδοτικό διαγωνισμό η εκμίσθωση της κοινοτικής βοσκής για το έτος 1983 με τους όρους που ορίζονται στη σχετική απόφαση του κοινοτικού συμβουλίου.: [232, 1548, 416, 1594]
- winter-cinemas-col-5: [1324, 880, 1552, 1416]
- masthead-text: Ιδιοκτησία: «ΤΥΠΟΕΚΔΟΤΙΚΗ ΑΕ». Διευθυντής: Γρηγόρης Φαράκος. Γραφεία Διεύθυνσης: Ηρακλείτου 8, Τηλέφωνα Σύνταξης: 36.13.311. Τυπογραφείο: Γ. Σεφέρη και Λεωφ. Ηρακλείου. ΓΡΑΦΕΙΑ ΕΠΑΡΧΙΩΝ. Συνδρομές: Εσωτερικού ετήσια 4.000 δρχ., εξάμηνη 2.000 δρχ.: [1409, 2013, 1547, 2078]
- theater-col-1: ΑΘΗΝΑ (82.37.330) — Δεσμός 100 «Η μόνη μου» Κωμωδία με τους Αναλλη... Πρεμιέρα Τετ. Πεμ. Παρ. Σαβ. Κυρ. 10.15 μ.μ. Τετ. 7.30 μ.μ. ΑΘΗΝΑΙΟΝ (32.35.524) — Βουκουρεστίου 10 «Ο Κοχυλόσταθμο» Σάββ. Μουρ Μιχ... ΑΛΑΜΑΝΑ — Ζαφειρίδης «Η Ελλάδα με...» ΒΕΜΠΟ (52.23.453) — Καρόλου 18. «Και το Πασάκ της Αυλώνος και Λαβρουγιάννη». ΔΙΠΛΟΥΣ ΕΡΩΣ (97.24.524) — Εργοστάσιο Αμινίας Βουλιαγμένης 2681. ΘΕΑΤΡΙΚΗ ΣΚΗΝΗ (69.19.721) Ακαδ. Κηφισίας 124. ΘΕΑΤΡΙΚΟ ΕΡΓΑΣΤΗΡΙ (82.29.030) — Αρβανιτάκης 53.: [432, 690, 652, 764]
